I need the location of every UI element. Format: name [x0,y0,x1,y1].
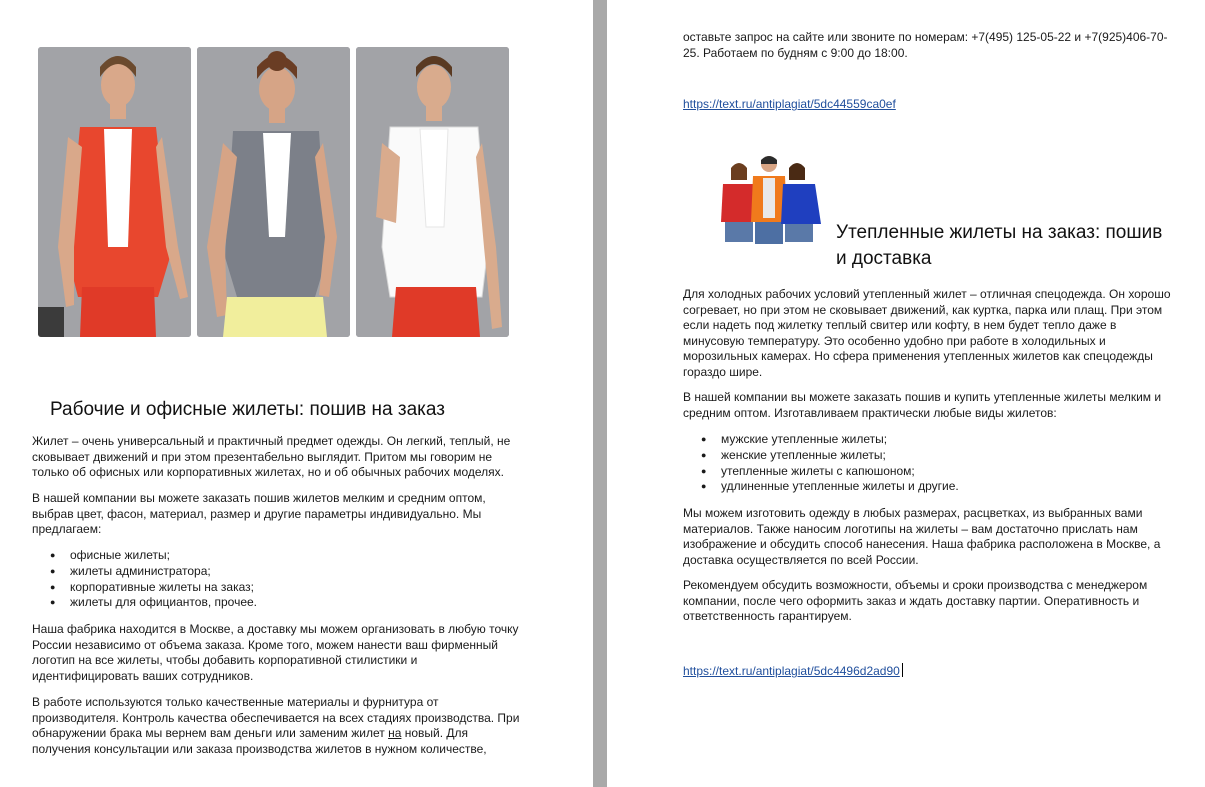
grey-vest-image [197,47,350,337]
list-item: ● жилеты администратора; [50,564,510,580]
list-item: ● корпоративные жилеты на заказ; [50,580,510,596]
document-page-left [0,0,593,787]
antiplagiat-link-1[interactable]: https://text.ru/antiplagiat/5dc44559ca0ef [683,97,896,111]
paragraph-text: новый. Для получения консультации или заказа производства жилетов в нужном количестве, [32,726,487,756]
list-item: ● офисные жилеты; [50,548,510,564]
list-item: ● удлиненные утепленные жилеты и другие. [701,479,1161,495]
photo-white-vest [356,47,509,337]
bullet-list [701,432,1161,495]
bullet-list [50,548,510,611]
photo-grey-vest [197,47,350,337]
team-photo [711,150,823,244]
list-item: ● мужские утепленные жилеты; [701,432,1161,448]
page-gutter [593,0,607,787]
white-vest-image [356,47,509,337]
paragraph: В нашей компании вы можете заказать пошив жилетов мелким и средним оптом, выбрав цвет, фасон, материал, размер и другие параметры индивидуально. Мы предлагаем: [32,491,486,537]
section-heading: Утепленные жилеты на заказ: пошив и доставка [836,222,1163,269]
paragraph: оставьте запрос на сайте или звоните по номерам: +7(495) 125-05-22 и +7(925)406-70-25. Работаем по будням с 9:00 до 18:00. [683,30,1168,60]
document-page-right [607,0,1205,787]
paragraph: Наша фабрика находится в Москве, а доставку мы можем организовать в любую точку России независимо от объема заказа. Кроме того, можем нанести ваш фирменный логотип на все жилеты, чтобы добавить корпоративной стилистики и идентифицировать ваших сотрудников. [32,622,519,683]
paragraph: В нашей компании вы можете заказать пошив и купить утепленные жилеты мелким и средним оптом. Изготавливаем практически любые виды жилетов: [683,390,1162,420]
paragraph: Рекомендуем обсудить возможности, объемы и сроки производства с менеджером компании, после чего оформить заказ и ждать доставку партии. Оперативность и ответственность гарантируем. [683,578,1148,624]
antiplagiat-link-2[interactable]: https://text.ru/antiplagiat/5dc4496d2ad90 [683,664,900,678]
spell-check-word[interactable]: на [388,726,402,741]
list-item: ● жилеты для официантов, прочее. [50,595,510,611]
red-vest-image [38,47,191,337]
paragraph [32,695,522,757]
list-item: ● утепленные жилеты с капюшоном; [701,464,1161,480]
paragraph-text: В работе используются только качественные материалы и фурнитура от производителя. Контроль качества обеспечивается на всех стадиях производства. При обнаружении брака мы вернем вам деньги или заменим жилет [32,695,520,741]
text-cursor [902,663,903,677]
photo-red-vest [38,47,191,337]
list-item: ● женские утепленные жилеты; [701,448,1161,464]
paragraph: Для холодных рабочих условий утепленный жилет – отличная спецодежда. Он хорошо согревает, но при этом не сковывает движений, как куртка, парка или плащ. При этом если надеть под жилетку теплый свитер или кофту, в нем будет тепло даже в минусовую температуру. Это особенно удобно при работе в холодильных и морозильных камерах. Но сфера применения утепленных жилетов как спецодежды гораздо шире. [683,287,1171,379]
paragraph: Мы можем изготовить одежду в любых размерах, расцветках, из выбранных вами материалов. Также наносим логотипы на жилеты – вам достаточно прислать нам изображение и обсудить способ нанесения. Наша фабрика расположена в Москве, а доставка осуществляется по всей России. [683,506,1161,567]
link-line [683,662,903,680]
paragraph: Жилет – очень универсальный и практичный предмет одежды. Он легкий, теплый, не сковывает движений и при этом презентабельно выглядит. Притом мы говорим не только об офисных или корпоративных жилетах, но и об обычных рабочих моделях. [32,434,511,480]
section-heading: Рабочие и офисные жилеты: пошив на заказ [50,399,445,420]
